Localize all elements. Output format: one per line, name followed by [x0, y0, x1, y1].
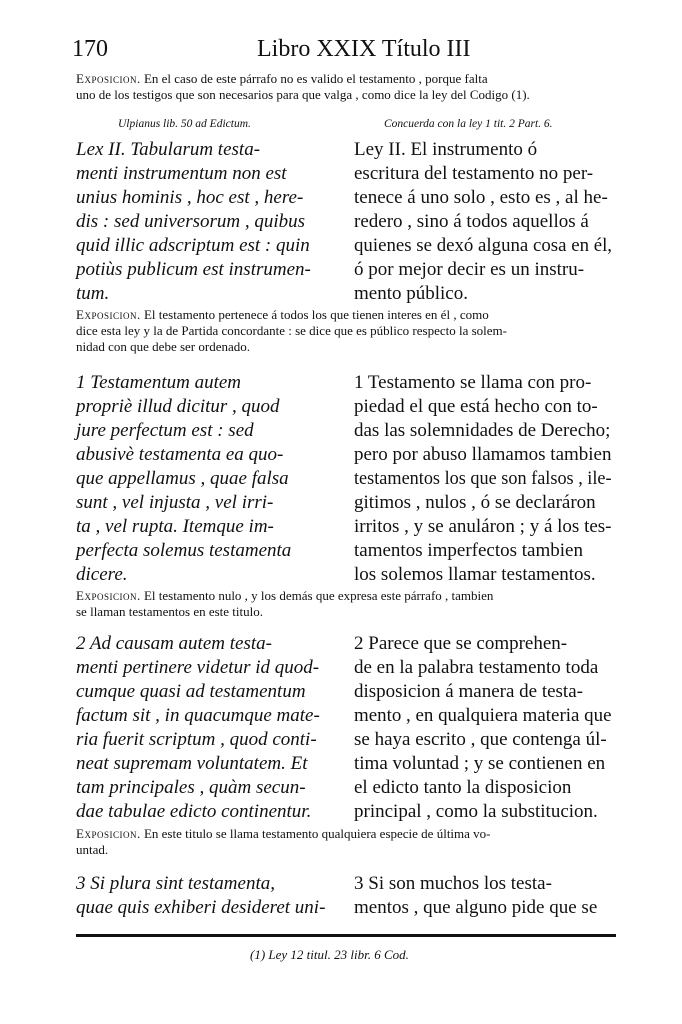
latin-line: 2 Ad causam autem testa- — [76, 633, 272, 654]
exposicion-text: dice esta ley y la de Partida concordante : se dice que es público respecto la solem- — [76, 323, 507, 338]
latin-line: 1 Testamentum autem — [76, 372, 242, 393]
latin-line: ta , vel rupta. Itemque im- — [76, 516, 274, 537]
spanish-line: ó por mejor decir es un instru- — [354, 259, 585, 280]
spanish-text-block — [354, 872, 612, 920]
latin-line: sunt , vel injusta , vel irri- — [76, 492, 274, 513]
spanish-line: 3 Si son muchos los testa- — [354, 873, 552, 894]
spanish-line: tima voluntad ; y se contienen en — [354, 753, 606, 774]
exposicion-note — [76, 71, 618, 103]
spanish-line: gitimos , nulos , ó se declaráron — [354, 492, 596, 513]
latin-line: abusivè testamenta ea quo- — [76, 444, 284, 465]
spanish-line: mento público. — [354, 283, 468, 304]
running-title: Libro XXIX Título III — [257, 36, 471, 62]
spanish-line: irritos , y se anuláron ; y á los tes- — [354, 516, 612, 537]
spanish-line: testamentos los que son falsos , ile- — [354, 468, 612, 489]
latin-text-block — [76, 632, 334, 824]
spanish-line: el edicto tanto la disposicion — [354, 777, 572, 798]
exposicion-text: nidad con que debe ser ordenado. — [76, 339, 250, 354]
spanish-line: tamentos imperfectos tambien — [354, 540, 583, 561]
spanish-line: 2 Parece que se comprehen- — [354, 633, 568, 654]
latin-line: menti pertinere videtur id quod- — [76, 657, 320, 678]
page-number: 170 — [72, 36, 108, 62]
exposicion-line — [76, 826, 618, 842]
exposicion-note — [76, 307, 618, 355]
latin-line: dis : sed universorum , quibus — [76, 211, 306, 232]
exposicion-note — [76, 826, 618, 858]
latin-line: factum sit , in quacumque mate- — [76, 705, 320, 726]
exposicion-line — [76, 71, 618, 87]
spanish-line: de en la palabra testamento toda — [354, 657, 599, 678]
latin-line: quae quis exhiberi desideret uni- — [76, 897, 326, 918]
spanish-line: los solemos llamar testamentos. — [354, 564, 596, 585]
spanish-line: pero por abuso llamamos tambien — [354, 444, 612, 465]
exposicion-text: En el caso de este párrafo no es valido el testamento , porque falta — [143, 71, 488, 86]
latin-line: ria fuerit scriptum , quod conti- — [76, 729, 317, 750]
spanish-line: piedad el que está hecho con to- — [354, 396, 598, 417]
latin-line: neat supremam voluntatem. Et — [76, 753, 308, 774]
spanish-text-block — [354, 138, 612, 306]
exposicion-text: uno de los testigos que son necesarios para que valga , como dice la ley del Codigo (1). — [76, 87, 530, 102]
spanish-line: quienes se dexó alguna cosa en él, — [354, 235, 613, 256]
exposicion-label: Exposicion. — [76, 588, 141, 603]
exposicion-text: El testamento pertenece á todos los que tienen interes en él , como — [143, 307, 489, 322]
spanish-text-block — [354, 371, 612, 587]
latin-text-block — [76, 138, 334, 306]
exposicion-line — [76, 307, 618, 323]
latin-line: tam principales , quàm secun- — [76, 777, 306, 798]
footnote-rule — [76, 934, 616, 937]
exposicion-label: Exposicion. — [76, 71, 141, 86]
spanish-line: 1 Testamento se llama con pro- — [354, 372, 592, 393]
spanish-line: escritura del testamento no per- — [354, 163, 594, 184]
exposicion-text: En este titulo se llama testamento qualquiera especie de última vo- — [143, 826, 491, 841]
latin-text-block — [76, 872, 334, 920]
spanish-line: Ley II. El instrumento ó — [354, 139, 538, 160]
latin-line: menti instrumentum non est — [76, 163, 287, 184]
latin-line: perfecta solemus testamenta — [76, 540, 292, 561]
spanish-text-block — [354, 632, 612, 824]
spanish-line: se haya escrito , que contenga úl- — [354, 729, 607, 750]
exposicion-note — [76, 588, 618, 620]
latin-line: jure perfectum est : sed — [76, 420, 254, 441]
footnote: (1) Ley 12 titul. 23 libr. 6 Cod. — [250, 947, 409, 962]
latin-line: unius hominis , hoc est , here- — [76, 187, 304, 208]
spanish-line: principal , como la substitucion. — [354, 801, 598, 822]
latin-line: propriè illud dicitur , quod — [76, 396, 280, 417]
latin-line: Lex II. Tabularum testa- — [76, 139, 261, 160]
latin-line: 3 Si plura sint testamenta, — [76, 873, 275, 894]
concordance-citation: Concuerda con la ley 1 tit. 2 Part. 6. — [384, 118, 553, 130]
latin-line: dicere. — [76, 564, 128, 585]
exposicion-text: untad. — [76, 842, 109, 857]
page-header — [72, 36, 612, 66]
exposicion-line — [76, 588, 618, 604]
latin-line: dae tabulae edicto continentur. — [76, 801, 312, 822]
latin-line: cumque quasi ad testamentum — [76, 681, 306, 702]
source-citation: Ulpianus lib. 50 ad Edictum. — [118, 118, 251, 130]
spanish-line: tenece á uno solo , esto es , al he- — [354, 187, 608, 208]
latin-line: potiùs publicum est instrumen- — [76, 259, 311, 280]
spanish-line: das las solemnidades de Derecho; — [354, 420, 611, 441]
spanish-line: mentos , que alguno pide que se — [354, 897, 598, 918]
spanish-line: disposicion á manera de testa- — [354, 681, 583, 702]
latin-line: quid illic adscriptum est : quin — [76, 235, 310, 256]
latin-line: tum. — [76, 283, 110, 304]
exposicion-label: Exposicion. — [76, 826, 141, 841]
latin-text-block — [76, 371, 334, 587]
exposicion-text: El testamento nulo , y los demás que expresa este párrafo , tambien — [143, 588, 494, 603]
latin-line: que appellamus , quae falsa — [76, 468, 289, 489]
exposicion-label: Exposicion. — [76, 307, 141, 322]
exposicion-text: se llaman testamentos en este titulo. — [76, 604, 264, 619]
spanish-line: redero , sino á todos aquellos á — [354, 211, 589, 232]
spanish-line: mento , en qualquiera materia que — [354, 705, 612, 726]
